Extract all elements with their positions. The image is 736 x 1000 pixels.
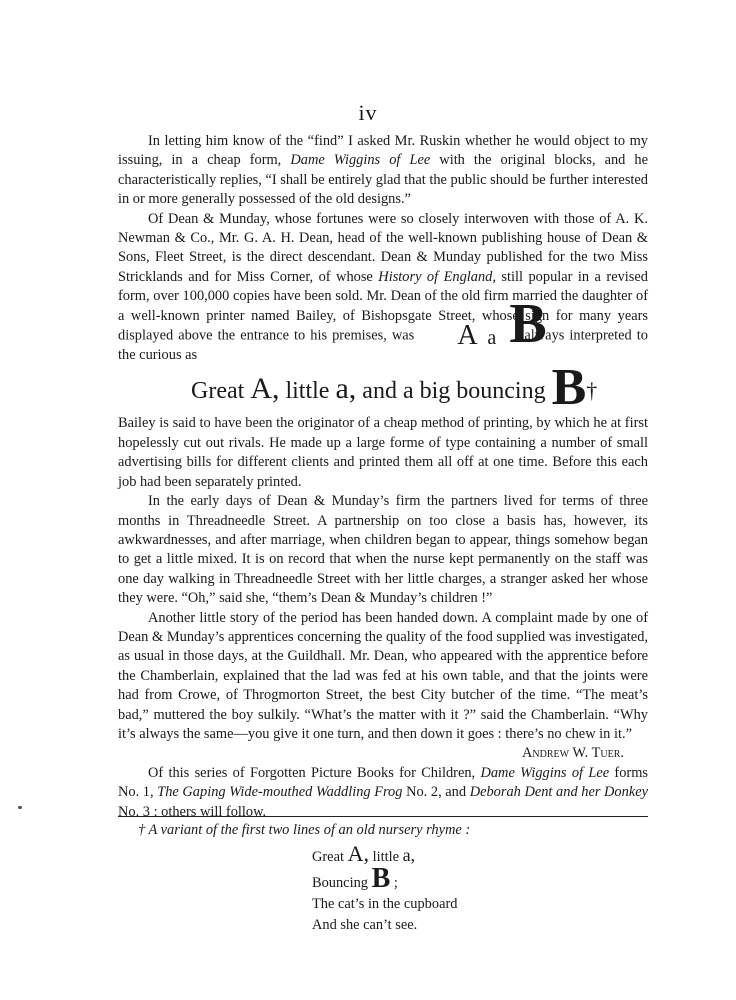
p6-text-d: No. 3 : others will follow. [118,803,267,820]
great-word: Great [191,378,245,405]
title-gaping-frog: The Gaping Wide-mouthed Waddling Frog [157,784,403,801]
paragraph-early-days: In the early days of Dean & Munday’s firm the partners lived for terms of three months in Threadneedle Street. A partnership on too close a basis has, however, its awkwardnesses, and after marriage, when children began to appear, things somehow began to get a little mixed. It is on record that when the nurse kept permanently on the staff was one day walking in Threadneedle Street with her little charges, a stranger asked her whose they were. “Oh,” said she, “them’s Dean & Munday’s children !” [118,493,648,607]
p1-text: In letting him know of the “find” I asked Mr. Ruskin whether he would object to my issuing, in a cheap form, [118,133,648,169]
bouncing-words: and a big bouncing [362,378,546,405]
paragraph-series [118,764,648,822]
rhyme-big-b: B [371,863,391,894]
great-a-line [118,359,648,417]
rhyme-great: Great [312,849,344,865]
rhyme-small-a: a, [402,845,416,865]
page-number: iv [358,100,378,125]
rhyme-line-1 [312,843,612,868]
paragraph-another-story [118,609,648,762]
great-small-a: a, [335,372,357,406]
nursery-rhyme [312,843,612,936]
title-history-of-england: History of England, [378,268,496,285]
rhyme-big-a: A, [347,841,369,866]
signature: Andrew W. Tuer. [522,745,624,762]
p2-text-d: always interpreted to the curious as [118,327,648,364]
rhyme-line-2 [312,863,612,894]
paragraph-bailey: Bailey is said to have been the originator of a cheap method of printing, by which he at first hopelessly cut out rivals. He made up a large forme of type containing a number of small advertising bills for different clients and printed them all off at one time. Before this each job had been separately printed. [118,415,648,490]
p2-text-c: for many years displayed above the entrance to his premises, was [118,307,648,344]
great-big-a: A, [250,372,280,406]
p1-rest: with the original blocks, and he characteristically replies, “I shall be entirely glad that the public should be further interested in or more generally possessed of the old designs.” [118,152,648,208]
sign-big-a: A [457,320,478,352]
title-dame-wiggins-2: Dame Wiggins of Lee [480,764,610,781]
paragraph-dean-munday [118,210,648,366]
p6-text-c: No. 2, and [406,784,467,801]
sign-small-a: a [487,327,497,350]
footnote-divider [118,816,648,817]
sign-big-b: B [509,293,547,356]
paper-speck [18,806,22,809]
rhyme-line-3: The cat’s in the cupboard [312,896,458,912]
title-deborah-dent: Deborah Dent and her Donkey [469,784,648,801]
p6-text-b: forms No. 1, [118,764,648,801]
footnote: † A variant of the first two lines of an old nursery rhyme : [138,822,471,838]
p6-text-a: Of this series of Forgotten Picture Books for Children, [148,764,476,781]
rhyme-line-4: And she can’t see. [312,917,418,933]
paragraph-ruskin [118,132,648,210]
p2-text-a: Of Dean & Munday, whose fortunes were so closely interwoven with those of A. K. Newman & Co., Mr. G. A. H. Dean, head of the well-known publishing house of Dean & Sons, Fleet Street, is the direct descendant. Dean & Munday published for the two Miss Stricklands and for Miss Corner, of whose [118,210,648,285]
rhyme-bouncing: Bouncing [312,875,368,891]
body-text [118,132,648,822]
rhyme-little: little [372,849,399,865]
rhyme-semicolon: ; [393,875,398,891]
dagger-mark: † [586,378,598,404]
bailey-sign [419,293,547,356]
great-big-b: B [551,359,587,417]
little-word: little [285,378,330,405]
p2-text-b: still popular in a revised form, over 100,000 copies have been sold. Mr. Dean of the old firm married the daughter of a well-known printer named Bailey, of Bishopsgate Street, whose sign [118,268,648,324]
title-dame-wiggins: Dame Wiggins of Lee [290,152,431,169]
p5-text: Another little story of the period has been handed down. A complaint made by one of Dean & Munday’s apprentices concerning the quality of the food supplied was investigated, as usual in those days, at the Guildhall. Mr. Dean, who appeared with the apprentice before the Chamberlain, explained that the lad was fed at his own table, and that the joints were had from Crowe, of Throgmorton Street, the best City butcher of the time. “The meat’s bad,” muttered the boy sulkily. “What’s the matter with it ?” said the Chamberlain. “Why it’s always the same—you give it one turn, and then down it goes : there’s no chew in it.” [118,609,648,742]
